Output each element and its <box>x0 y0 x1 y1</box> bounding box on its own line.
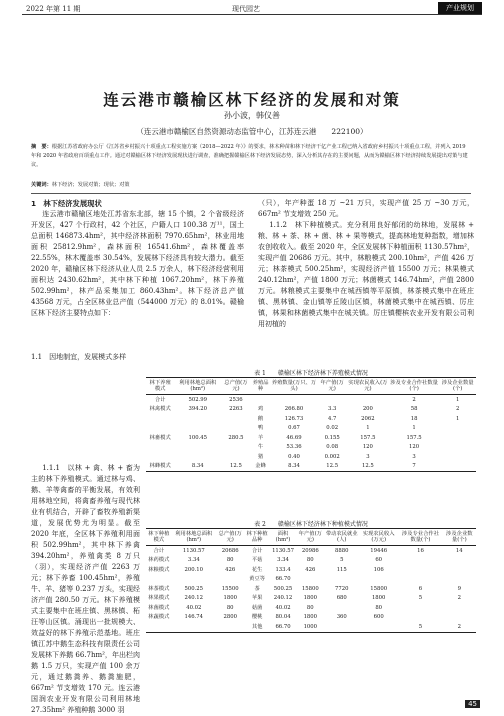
table2-caption: 表 2 赣榆区林下经济林下种植模式情况 <box>254 521 368 528</box>
table-cell: 20686 <box>221 547 239 554</box>
table-cell: 6 <box>418 585 423 592</box>
table-cell: 120 <box>362 444 373 450</box>
table-cell: 林禽模式 <box>149 406 171 412</box>
table-cell: 5 <box>340 557 344 563</box>
table-header-cell: 实现农民收入(万元) <box>359 529 398 546</box>
table-cell: 1130.57 <box>272 547 294 554</box>
table-cell: 牛 <box>257 444 264 450</box>
abstract <box>31 143 471 169</box>
table-cell: 林粮模式 <box>148 566 170 573</box>
table-cell: 樱桃 <box>251 614 263 620</box>
table-cell <box>317 395 346 405</box>
table-cell: 66.70 <box>275 576 291 582</box>
table-cell: 0.155 <box>324 434 340 441</box>
table-cell: 40.02 <box>186 604 202 611</box>
table-cell <box>439 424 476 434</box>
table-cell: 平菇 <box>251 557 263 563</box>
table-row <box>146 622 476 632</box>
table-row <box>146 584 476 594</box>
page-header <box>0 0 504 16</box>
table-row <box>146 546 476 556</box>
table-cell: 0.002 <box>324 453 340 460</box>
table-cell: 4.7 <box>327 415 337 422</box>
table-cell: 2 <box>455 406 460 412</box>
table-cell: 林果模式 <box>148 595 170 601</box>
table-cell: 12.5 <box>221 462 250 472</box>
table-cell: 502.99 <box>188 396 208 403</box>
table-header-cell: 实现农民收入(万元) <box>347 378 389 395</box>
table-cell: 146.74 <box>184 614 204 620</box>
subsection-heading: 1.1 因地制宜，发展模式多样 <box>31 353 127 361</box>
table-cell: 240.12 <box>273 595 293 601</box>
table-cell: 1800 <box>303 614 318 620</box>
abstract-text: 根据江苏省政府办公厅《江苏省乡村振兴十项重点工程实施方案（2018—2022 年）》的要求，林木种苗和林下经济干亿产业工程已纳入省政府乡村振兴十项重点工程，并列入 2019 年和 2020 年省政府百项重点工作。通过对赣榆区林下经济发展现状进行调查，准确把握赣榆区林下经济发展态势，深入分析其存在的主要问题，从而为赣榆区林下经济持续发展提出对策与建议。 <box>31 144 468 168</box>
journal-name: 现代园艺 <box>232 5 260 13</box>
abstract-separator <box>31 193 471 194</box>
table-cell: 680 <box>336 595 347 601</box>
table-cell <box>324 575 359 585</box>
paragraph-intro: 连云港市赣榆区地处江苏省东北部，辖 15 个镇，2 个省级经济开发区，427 个行政村，42 个社区，户籍人口 100.38 万¹¹，国土总面积 146873.4hm²，其中经济林面积 7970.65hm²，林业用地面积 25812.9hm²，森林面积 16541.6hm²，森林覆盖率 22.55%，林木覆盖率 30.54%，发展林下经济具有较大潜力。截至 2020 年，赣榆区林下经济从业人员 2.5 万余人，林下经济经营利用面积达 2430.62hm²，其中林下种植 1067.20hm²，林下养殖 502.99hm²，林产品采集加工 860.43hm²。林下经济总产值 43568 万元，占全区林业总产值（544000 万元）的 8.01%。赣榆区林下经济主要特点如下： <box>31 210 244 317</box>
table-row <box>146 556 476 566</box>
table-header-cell: 涉及专业合作社数量(个) <box>389 378 439 395</box>
table-row <box>146 462 476 472</box>
table-cell <box>439 433 476 443</box>
table-cell: 2536 <box>229 396 243 403</box>
table-cell: 14 <box>455 547 463 554</box>
table-cell: 426 <box>225 566 236 573</box>
table-row <box>146 603 476 613</box>
table-cell: 80 <box>226 604 234 611</box>
table-cell: 200 <box>362 406 373 412</box>
table-cell: 15500 <box>221 585 239 592</box>
article-title: 连云港市赣榆区林下经济的发展和对策 <box>103 91 401 109</box>
table-breeding <box>146 377 476 472</box>
table-cell <box>398 556 442 566</box>
table-header-cell: 年产值(万元) <box>296 529 324 546</box>
table-header-cell: 涉及专业合作社数量(个) <box>398 529 442 546</box>
table-cell: 1800 <box>303 595 318 601</box>
table-row <box>146 433 476 443</box>
table-cell: 1 <box>455 396 460 403</box>
table-cell: 266.80 <box>284 406 304 412</box>
keywords <box>31 181 471 188</box>
table-row <box>146 575 476 585</box>
table-cell: 苹果 <box>251 595 263 601</box>
table-cell: 0.40 <box>288 453 300 460</box>
table-cell: 426 <box>305 566 316 573</box>
table-row <box>146 452 476 462</box>
table-cell: 1800 <box>223 595 237 601</box>
table-header-cell: 带动农民就业(人) <box>324 529 359 546</box>
table-cell: 16 <box>417 547 424 554</box>
table-cell: 15800 <box>370 585 388 592</box>
table-cell: 80 <box>306 604 314 611</box>
article-affiliation: （连云港市赣榆区自然资源动态监管中心，江苏连云港 222100） <box>136 127 368 136</box>
left-column <box>31 198 244 363</box>
table-row <box>146 565 476 575</box>
table-cell: 5 <box>418 595 423 601</box>
table-cell: 鸭 <box>257 425 264 431</box>
table-cell: 200.10 <box>184 566 204 573</box>
table-cell: 8880 <box>335 547 349 554</box>
article-authors: 孙小波，韩仪善 <box>224 111 280 120</box>
table-cell: 黄豆等 <box>249 576 266 582</box>
table-cell: 5 <box>398 622 442 632</box>
issue-label: 2022 年第 11 期 <box>26 5 81 13</box>
table-header-cell: 面积(hm²) <box>270 529 296 546</box>
table-cell: 1 <box>455 415 460 422</box>
page-number: 45 <box>465 700 480 708</box>
table-cell: 0.67 <box>288 425 300 431</box>
table-cell: 菇菌 <box>251 604 263 611</box>
table-cell: 3 <box>412 453 416 460</box>
table-cell: 林菌模式 <box>148 604 170 611</box>
table-cell <box>251 395 271 405</box>
table-cell: 2800 <box>223 614 237 620</box>
table-cell <box>221 424 250 434</box>
table-cell: 8.34 <box>271 462 318 472</box>
table-cell: 15800 <box>301 585 319 592</box>
table-cell <box>174 452 221 462</box>
right-column <box>258 198 474 352</box>
table-cell <box>443 565 476 575</box>
table-cell: 1 <box>366 425 370 431</box>
table-cell: 133.4 <box>275 566 291 573</box>
table-cell: 合计 <box>153 547 165 554</box>
table-cell: 2062 <box>361 415 375 422</box>
table-planting <box>146 528 476 633</box>
table-row <box>146 414 476 424</box>
table-cell: 40.02 <box>275 604 291 611</box>
table-cell: 1800 <box>371 595 386 601</box>
table-cell <box>443 556 476 566</box>
table-header-cell: 利用林地总面积(hm²) <box>174 378 221 395</box>
table-cell <box>221 443 250 453</box>
table-cell <box>172 622 216 632</box>
table-cell <box>439 462 476 472</box>
table-cell: 19446 <box>370 547 388 554</box>
table-cell: 林药模式 <box>148 557 170 563</box>
table-cell: 1000 <box>296 622 324 632</box>
table-cell: 126.73 <box>284 415 304 422</box>
table-cell: 80 <box>226 557 234 563</box>
table-cell <box>146 452 174 462</box>
table-cell <box>172 575 216 585</box>
table-cell: 500.25 <box>184 585 204 592</box>
table-cell <box>146 575 172 585</box>
table-cell: 鸡 <box>257 406 264 412</box>
table1-caption: 表 1 赣榆区林下经济林下养殖模式情况 <box>254 370 368 377</box>
table-cell: 80 <box>375 604 383 611</box>
table-header-cell: 利用林地总面积(hm²) <box>172 529 216 546</box>
table-cell <box>174 443 221 453</box>
table-cell: 林蜂模式 <box>146 462 174 472</box>
table-cell: 8.34 <box>174 462 221 472</box>
table-cell: 茶 <box>254 585 260 592</box>
table-cell <box>398 603 442 613</box>
paragraph-planting: 1.1.2 林下种植模式。充分利用良好郁闭的幼林地，发展林 + 粮、林 + 茶、林 + 菌、林 + 果等模式，提高林地复种指数，增加林农创收收入。截至 2020 年，全区发展林下种植面积 1130.57hm²，实现产值 20686 万元。其中，林粮模式 200.10hm²，产值 426 万元；林茶模式 500.25hm²，实现经济产值 15500 万元；林果模式 240.12hm²，产值 1800 万元；林菌模式 146.74hm²，产值 2800 万元。林粮模式主要集中在城西镇等平原镇，林茶模式集中在班庄镇、黑林镇、金山镇等丘陵山区镇，林菌模式集中在城西镇、厉庄镇，林果和林菌模式集中在城关镇。厉庄镇樱槟农业开发有限公司利用初植的 <box>258 221 474 328</box>
table-cell: 3.34 <box>187 557 200 563</box>
table-cell: 3.34 <box>277 557 289 563</box>
table-cell <box>359 575 398 585</box>
table-cell: 280.5 <box>228 434 244 441</box>
table-row <box>146 424 476 434</box>
keywords-label: 关键词： <box>31 182 52 188</box>
table-header-cell: 养殖数量(万只、万头) <box>271 378 318 395</box>
table-cell <box>324 622 359 632</box>
table-cell: 林畜模式 <box>149 434 171 441</box>
table-cell: 80.04 <box>275 614 291 620</box>
table-cell: 600 <box>373 614 384 620</box>
table-cell <box>271 395 318 405</box>
table-cell: 2 <box>412 396 416 403</box>
table-header-cell: 林下种植品种 <box>244 529 270 546</box>
table-cell: 0.02 <box>326 425 339 431</box>
table-cell: 394.20 <box>188 406 208 412</box>
table-cell <box>216 575 244 585</box>
table-cell: 66.70 <box>270 622 296 632</box>
table-cell <box>443 603 476 613</box>
table-header-cell: 年产值(万元) <box>317 378 346 395</box>
table-cell: 58 <box>410 406 418 412</box>
table-header-cell: 总产值(万元) <box>221 378 250 395</box>
table-cell <box>146 443 174 453</box>
table-cell: 0.08 <box>326 444 339 450</box>
table-cell: 157.5 <box>406 434 422 441</box>
table-header-cell: 涉及企业数量(个) <box>443 529 476 546</box>
table-cell: 2263 <box>229 406 243 412</box>
table-cell <box>221 452 250 462</box>
table-cell <box>398 565 442 575</box>
column-tag: 产业规划 <box>438 2 482 14</box>
table-cell: 2 <box>457 595 461 601</box>
table-cell: 7720 <box>335 585 349 592</box>
table-header-cell: 林下养殖模式 <box>146 378 174 395</box>
table-cell: 53.36 <box>286 444 302 450</box>
table-cell <box>439 452 476 462</box>
table-cell: 金蜂 <box>251 462 271 472</box>
table-cell: 500.25 <box>273 585 293 592</box>
table-cell <box>443 575 476 585</box>
table-cell: 18 <box>410 415 418 422</box>
table-cell: 46.69 <box>286 434 302 441</box>
table-cell: 其他 <box>244 622 270 632</box>
table-header-cell: 涉及企业数量(个) <box>439 378 476 395</box>
table-cell: 240.12 <box>184 595 204 601</box>
table-cell: 猪 <box>257 453 264 460</box>
table-cell: 1130.57 <box>182 547 205 554</box>
table-cell <box>174 414 221 424</box>
table-cell <box>398 575 442 585</box>
section-heading: 1 林下经济发展现状 <box>31 199 102 208</box>
table-cell: 360 <box>336 614 347 620</box>
table-cell: 2 <box>443 622 476 632</box>
table-cell <box>216 622 244 632</box>
table-cell: 100.45 <box>188 434 208 441</box>
table-cell <box>443 613 476 623</box>
left-column-lower <box>31 463 140 714</box>
table-cell <box>146 414 174 424</box>
table-row <box>146 395 476 405</box>
table-cell: 3 <box>366 453 370 460</box>
table-cell: 7 <box>389 462 439 472</box>
table-cell <box>221 414 250 424</box>
table-cell: 9 <box>457 585 461 592</box>
keywords-text: 林下经济；发展对策；现状；对策 <box>51 182 130 188</box>
table-row <box>146 443 476 453</box>
table-cell <box>296 575 324 585</box>
table-cell: 157.5 <box>360 434 376 441</box>
table-cell <box>146 622 172 632</box>
table-row <box>146 405 476 415</box>
table-cell: 12.5 <box>317 462 346 472</box>
table-cell: 羊 <box>257 434 264 441</box>
table-header-cell: 总产值(万元) <box>216 529 244 546</box>
table-cell: 花生 <box>251 566 263 573</box>
table-cell <box>146 424 174 434</box>
table-cell: 115 <box>336 566 347 573</box>
table-cell: 106 <box>373 566 384 573</box>
table-cell: 120 <box>409 444 420 450</box>
table-cell: 1 <box>412 425 416 431</box>
table-cell: 80 <box>306 557 314 563</box>
table-cell: 60 <box>375 557 383 563</box>
table-header-cell: 养殖品种 <box>251 378 271 395</box>
table-cell <box>439 443 476 453</box>
table-cell: 林蔬模式 <box>148 614 170 620</box>
table-cell: 合计 <box>251 547 263 554</box>
table-cell: 3.3 <box>327 406 337 412</box>
table-cell: 林茶模式 <box>148 585 170 592</box>
table-header-cell: 林下种植模式 <box>146 529 172 546</box>
table-cell: 12.5 <box>347 462 389 472</box>
table-cell <box>174 424 221 434</box>
table-cell <box>359 622 398 632</box>
table-cell: 合计 <box>154 396 166 403</box>
paragraph-continued: （只），年产种蛋 18 万 ~21 万只，实现产值 25 万 ~30 万元，667m² 节支增效 250 元。 <box>258 199 474 218</box>
table-cell <box>324 603 359 613</box>
table-cell <box>347 395 389 405</box>
header-rule <box>22 14 482 15</box>
paragraph-breeding: 1.1.1 以林 + 禽、林 + 畜为主的林下养殖模式。通过林与鸡、鹅、羊等禽畜的平衡发展，有效利用林地空间，将禽畜养殖与现代林业有机结合，开辟了畜牧养殖新渠道，发展优势尤为明显。截至 2020 年底，全区林下养殖利用面积 502.99hm²，其中林下养禽 394.20hm²，养殖禽类 8 万只（羽），实现经济产值 2263 万元；林下养畜 100.45hm²，养殖牛、羊、猪等 0.237 万头，实现经济产值 280.50 万元。林下养殖模式主要集中在班庄镇、黑林镇、柘汪等山区镇。涌现出一批规模大、效益好的林下养殖示范基地。班庄镇江苏中鹅生态科技有限责任公司发展林下养鹅 66.7hm²，年出栏肉鹅 1.5 万只，实现产值 100 余万元，通过鹅粪养、鹅粪施肥，667m² 节支增效 170 元。连云港国润农业开发有限公司利用林地 27.35hm² 养殖种鹅 3000 羽 <box>31 464 140 714</box>
abstract-label: 摘 要： <box>31 144 52 150</box>
table-cell: 鹅 <box>257 415 264 422</box>
table-cell: 20986 <box>301 547 319 554</box>
table-cell <box>398 613 442 623</box>
table-row <box>146 613 476 623</box>
table-row <box>146 594 476 604</box>
